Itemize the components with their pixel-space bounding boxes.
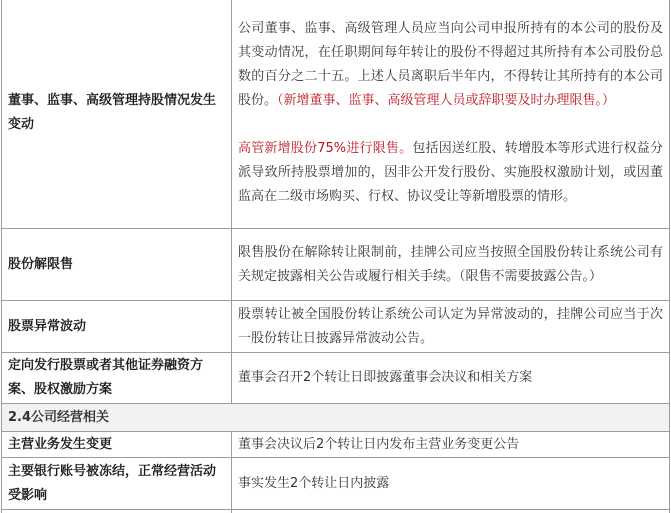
rule-text: 公司董事、监事、高级管理人员应当向公司申报所持有的本公司的股份及其变动情况，在任职期间每年转让的股份不得超过其所持有本公司股份总数的百分之二十五。上述人员离职后半年内，不得转让其所持有的本公司股份。 [238, 21, 663, 108]
row-content [232, 0, 670, 229]
row-label: 股份解限售 [2, 229, 232, 301]
row-label: 董事、监事、高级管理持股情况发生变动 [2, 0, 232, 229]
row-label: 主营业务发生变更 [2, 432, 232, 458]
new-shares-paragraph [238, 137, 663, 209]
table-row-main-business [2, 432, 670, 458]
row-content: 董事会决议后2个转让日内发布主营业务变更公告 [232, 432, 670, 458]
row-label: 主要银行账号被冻结，正常经营活动受影响 [2, 458, 232, 510]
section-title: 2.4公司经营相关 [2, 404, 670, 432]
row-label-empty [2, 510, 232, 513]
table-row-unlock [2, 229, 670, 301]
table-row-shareholding-change [2, 0, 670, 229]
shareholding-rule-paragraph [238, 17, 663, 113]
table-row-bank-account-frozen [2, 458, 670, 510]
disclosure-rules-table [1, 0, 670, 513]
row-content: 事实发生2个转让日内披露 [232, 458, 670, 510]
row-label: 股票异常波动 [2, 301, 232, 353]
table-section-header [2, 404, 670, 432]
rule-text: 包括因送红股、转增股本等形式进行权益分派导致所持股票增加的，因非公开发行股份、实施股权激励计划，或因董监高在二级市场购买、行权、协议受让等新增股票的情形。 [238, 141, 663, 204]
red-note: 高管新增股份75%进行限售。 [238, 141, 413, 156]
row-content-empty [232, 510, 670, 513]
table-row-partial [2, 510, 670, 513]
table-row-directed-issuance [2, 353, 670, 404]
row-label: 定向发行股票或者其他证券融资方案、股权激励方案 [2, 353, 232, 404]
row-content: 股票转让被全国股份转让系统公司认定为异常波动的，挂牌公司应当于次一股份转让日披露异常波动公告。 [232, 301, 670, 353]
table-row-abnormal-fluctuation [2, 301, 670, 353]
row-content: 董事会召开2个转让日即披露董事会决议和相关方案 [232, 353, 670, 404]
row-content: 限售股份在解除转让限制前，挂牌公司应当按照全国股份转让系统公司有关规定披露相关公告或履行相关手续。（限售不需要披露公告。） [232, 229, 670, 301]
paragraph-gap [238, 113, 663, 137]
red-note: （新增董事、监事、高级管理人员或辞职要及时办理限售。） [277, 93, 616, 108]
